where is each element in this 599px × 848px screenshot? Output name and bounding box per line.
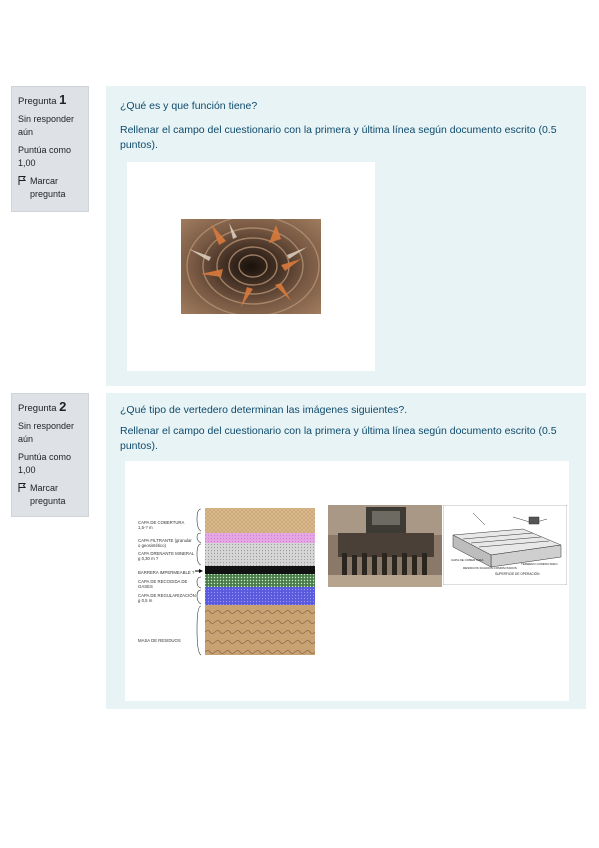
question-status: Sin responder aún [18, 421, 75, 444]
landfill-layers-diagram [135, 507, 325, 657]
question-score: Puntúa como 1,00 [18, 145, 72, 168]
question-number: 1 [59, 92, 67, 107]
layer-label: CAPA DE COBERTURA 1,5-? m [138, 520, 185, 530]
question-instruction: Rellenar el campo del cuestionario con la primera y última línea según documento escrito (0.5 puntos). [120, 124, 557, 151]
question-content-1 [106, 86, 586, 386]
question-content-2 [106, 393, 586, 709]
flag-question-link[interactable] [18, 482, 82, 508]
question-status: Sin responder aún [18, 114, 75, 137]
question-prompt: ¿Qué tipo de vertedero determinan las imágenes siguientes?. [120, 404, 408, 416]
question-info-2 [11, 393, 89, 517]
flag-icon [18, 482, 27, 508]
layer-label: CAPA DE REGULARIZACIÓN g 0,5 m [138, 593, 196, 603]
question-prompt: ¿Qué es y que función tiene? [120, 100, 258, 112]
flag-question-label: Marcar pregunta [30, 176, 66, 199]
diagram-label: CAPA DE COBERTURA [451, 558, 484, 562]
compactor-photo [328, 505, 442, 587]
question-label: Pregunta [18, 403, 57, 414]
layer-label: CAPA DE RECOGIDA DE GASES [138, 579, 188, 589]
diagram-label: SUPERFICIE DE OPERACIÓN [495, 572, 540, 576]
layer-label: CAPA FILTRANTE (granular o geosintético) [138, 538, 192, 548]
question-instruction: Rellenar el campo del cuestionario con la primera y última línea según documento escrito (0.5 puntos). [120, 425, 557, 452]
question-heading [18, 93, 82, 108]
question-score: Puntúa como 1,00 [18, 452, 72, 475]
diagram-label: TERRENO COMPACTADO [521, 562, 558, 566]
pipe-photo [181, 219, 321, 314]
layer-label: BARRERA IMPERMEABLE ? [138, 570, 195, 575]
diagram-label: RESIDUOS SOLIDOS COMPACTADOS [463, 566, 517, 570]
flag-question-label: Marcar pregunta [30, 483, 66, 506]
question-image-container [127, 162, 375, 371]
question-image-container [125, 461, 569, 701]
layer-label: CAPA DRENANTE MINERAL g 0,30 m ? [138, 551, 195, 561]
question-info-1 [11, 86, 89, 212]
question-heading [18, 400, 82, 415]
flag-icon [18, 175, 27, 201]
flag-question-link[interactable] [18, 175, 82, 201]
question-number: 2 [59, 399, 67, 414]
layer-stack-graphic [195, 507, 325, 657]
layer-label: MASA DE RESIDUOS [138, 638, 181, 643]
trench-diagram [443, 505, 567, 585]
question-label: Pregunta [18, 96, 57, 107]
